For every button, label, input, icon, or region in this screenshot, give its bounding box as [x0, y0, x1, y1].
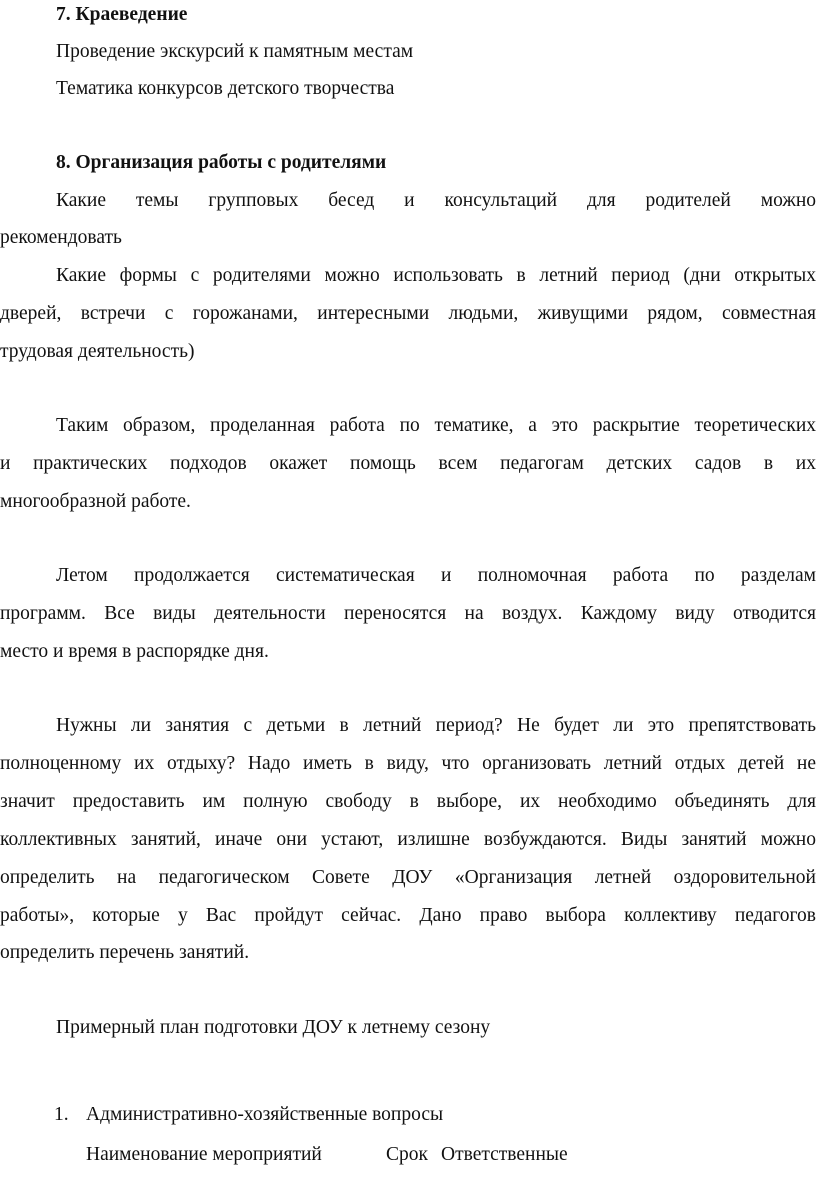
paragraph-line: Летом продолжается систематическая и полномочная работа по разделам: [56, 565, 816, 586]
paragraph-line: трудовая деятельность): [0, 341, 195, 362]
paragraph-line: Таким образом, проделанная работа по тематике, а это раскрытие теоретических: [56, 415, 816, 436]
paragraph-line: значит предоставить им полную свободу в выборе, их необходимо объединять для: [0, 791, 816, 812]
list-item-number: 1.: [54, 1104, 69, 1125]
list-item-text: Административно-хозяйственные вопросы: [86, 1104, 444, 1125]
table-header-name: Наименование мероприятий: [86, 1144, 322, 1165]
section-7-line: Тематика конкурсов детского творчества: [56, 78, 395, 99]
paragraph-line: многообразной работе.: [0, 491, 191, 512]
section-7-line: Проведение экскурсий к памятным местам: [56, 41, 414, 62]
section-7-heading: 7. Краеведение: [56, 4, 188, 25]
plan-title: Примерный план подготовки ДОУ к летнему сезону: [56, 1017, 491, 1038]
table-header-term: Срок: [386, 1144, 428, 1165]
paragraph-line: Какие формы с родителями можно использовать в летний период (дни открытых: [56, 265, 816, 286]
paragraph-line: место и время в распорядке дня.: [0, 641, 269, 662]
paragraph-line: Нужны ли занятия с детьми в летний период? Не будет ли это препятствовать: [56, 715, 816, 736]
paragraph-line: и практических подходов окажет помощь всем педагогам детских садов в их: [0, 453, 816, 474]
paragraph-line: полноценному их отдыху? Надо иметь в виду, что организовать летний отдых детей не: [0, 753, 816, 774]
paragraph-line: определить на педагогическом Совете ДОУ «Организация летней оздоровительной: [0, 867, 816, 888]
paragraph-line: определить перечень занятий.: [0, 942, 250, 963]
section-8-heading: 8. Организация работы с родителями: [56, 152, 387, 173]
paragraph-line: дверей, встречи с горожанами, интересными людьми, живущими рядом, совместная: [0, 303, 816, 324]
paragraph-line: работы», которые у Вас пройдут сейчас. Дано право выбора коллективу педагогов: [0, 905, 816, 926]
paragraph-line: Какие темы групповых бесед и консультаций для родителей можно: [56, 190, 816, 211]
table-header-responsible: Ответственные: [441, 1144, 568, 1165]
paragraph-line: коллективных занятий, иначе они устают, излишне возбуждаются. Виды занятий можно: [0, 829, 816, 850]
paragraph-line: программ. Все виды деятельности переносятся на воздух. Каждому виду отводится: [0, 603, 816, 624]
paragraph-line: рекомендовать: [0, 227, 122, 248]
